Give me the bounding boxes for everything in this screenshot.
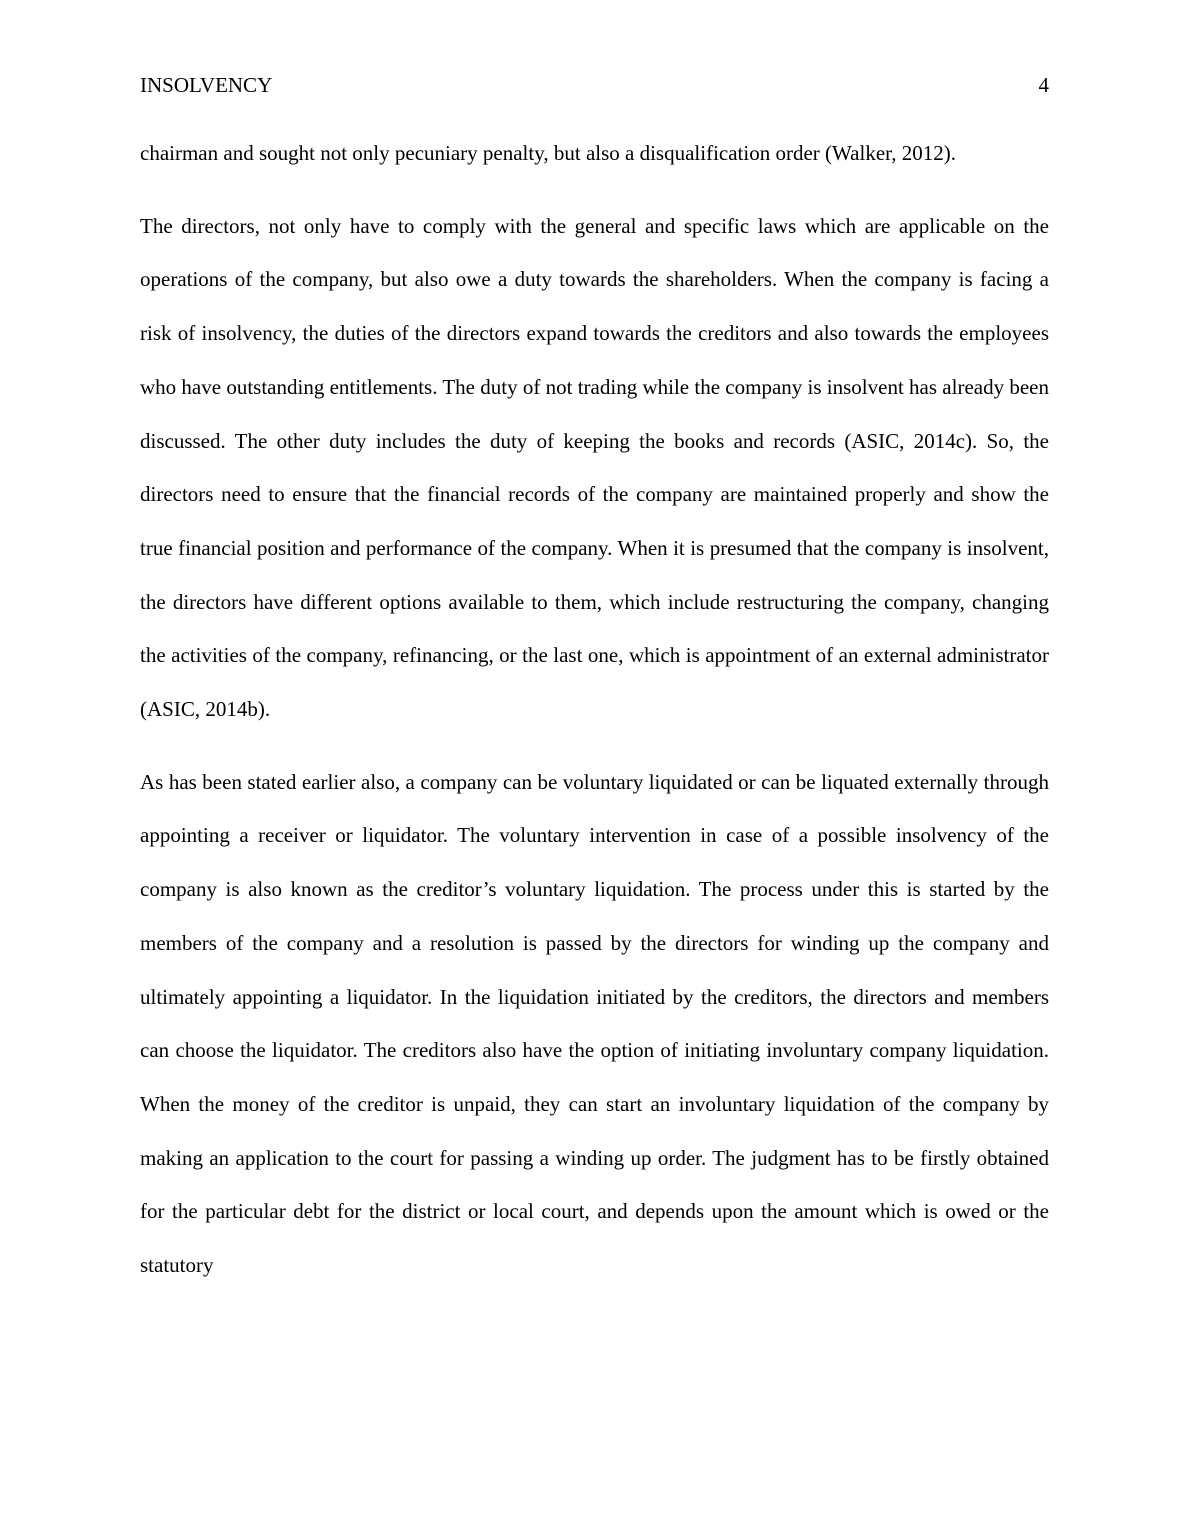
page-number: 4 — [1038, 73, 1049, 97]
paragraph: As has been stated earlier also, a company can be voluntary liquidated or can be liquated externally through appointing a receiver or liquidator. The voluntary intervention in case of a possible insolvency of the company is also known as the creditor’s voluntary liquidation. The process under this is started by the members of the company and a resolution is passed by the directors for winding up the company and ultimately appointing a liquidator. In the liquidation initiated by the creditors, the directors and members can choose the liquidator. The creditors also have the option of initiating involuntary company liquidation. When the money of the creditor is unpaid, they can start an involuntary liquidation of the company by making an application to the court for passing a winding up order. The judgment has to be firstly obtained for the particular debt for the district or local court, and depends upon the amount which is owed or the statutory — [140, 769, 1049, 1278]
paragraph: chairman and sought not only pecuniary penalty, but also a disqualification order (Walker, 2012). — [140, 141, 957, 165]
paragraph: The directors, not only have to comply with the general and specific laws which are applicable on the operations of the company, but also owe a duty towards the shareholders. When the company is facing a risk of insolvency, the duties of the directors expand towards the creditors and also towards the employees who have outstanding entitlements. The duty of not trading while the company is insolvent has already been discussed. The other duty includes the duty of keeping the books and records (ASIC, 2014c). So, the directors need to ensure that the financial records of the company are maintained properly and show the true financial position and performance of the company. When it is presumed that the company is insolvent, the directors have different options available to them, which include restructuring the company, changing the activities of the company, refinancing, or the last one, which is appointment of an external administrator (ASIC, 2014b). — [140, 213, 1049, 722]
body-text — [140, 127, 1049, 1312]
running-head — [140, 70, 1049, 100]
running-head-title: INSOLVENCY — [140, 73, 273, 97]
